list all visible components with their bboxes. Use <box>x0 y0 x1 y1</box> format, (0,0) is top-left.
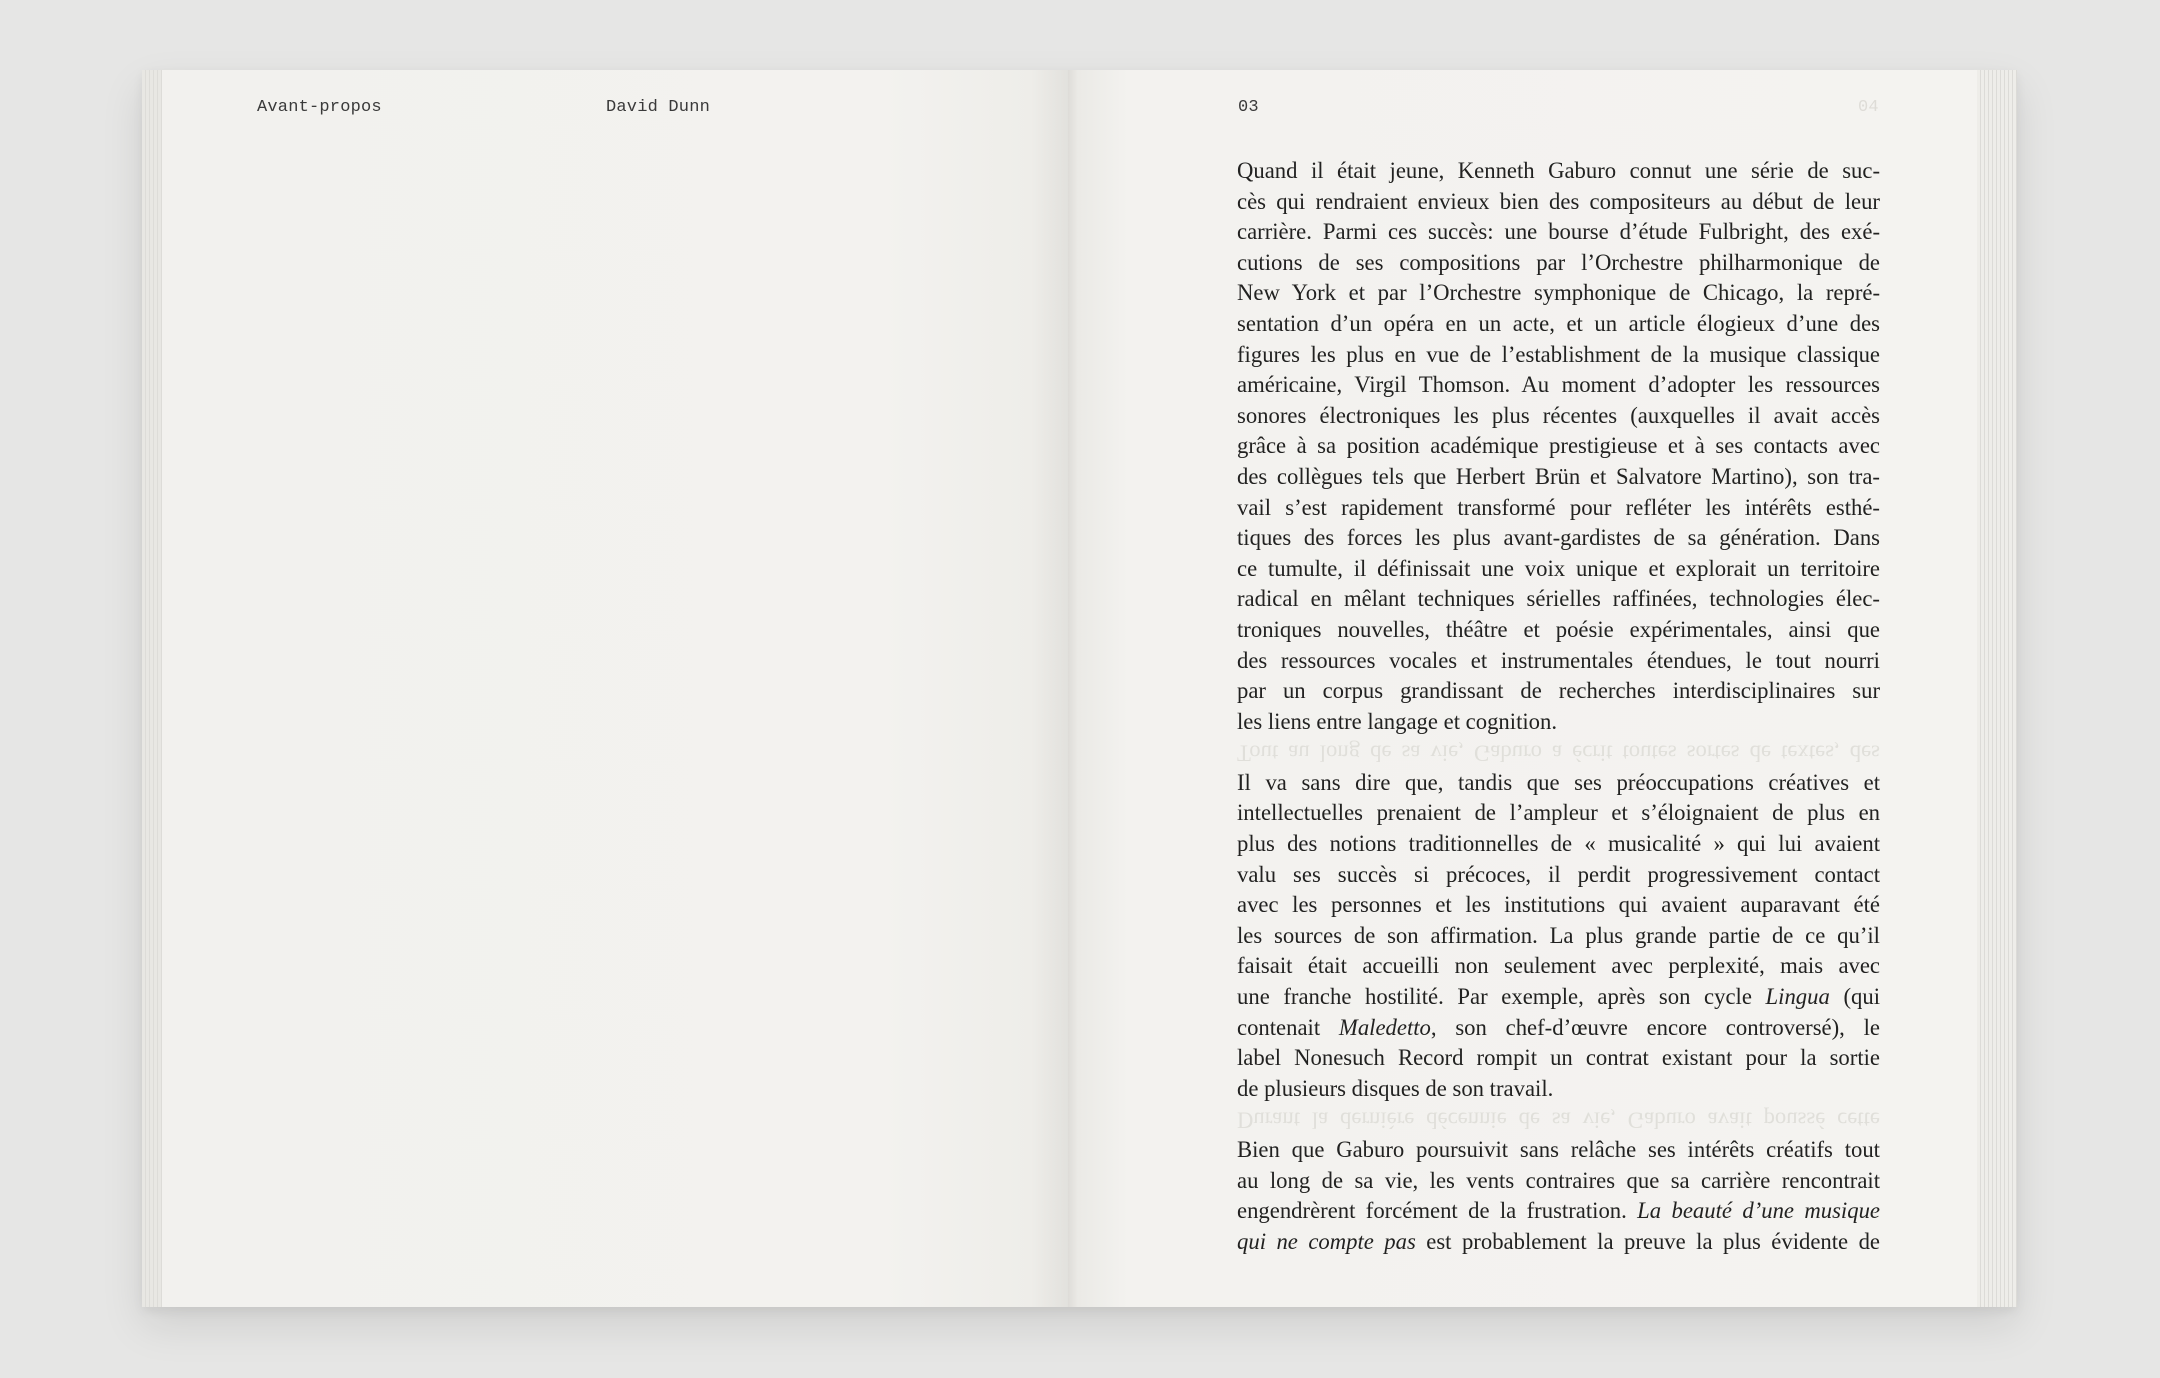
italic-title: Maledetto <box>1338 1014 1431 1040</box>
text-line <box>1237 1196 1880 1227</box>
text-line <box>1237 1013 1880 1044</box>
text-line: américaine, Virgil Thomson. Au moment d’adopter les ressources <box>1237 372 1880 398</box>
text-line: Il va sans dire que, tandis que ses préoccupations créatives et <box>1237 769 1880 795</box>
italic-title: La beauté d’une musique <box>1637 1198 1880 1224</box>
show-through-text: Tout au long de sa vie, Gaburo a écrit toutes sortes de textes, des <box>1237 740 1880 766</box>
italic-title: qui ne compte pas <box>1237 1228 1416 1254</box>
text-run: engendrèrent forcément de la frustration. <box>1237 1198 1638 1224</box>
left-page-edges <box>142 70 162 1307</box>
text-line: les sources de son affirmation. La plus grande partie de ce qu’il <box>1237 922 1880 948</box>
text-line: de plusieurs disques de son travail. <box>1237 1075 1554 1101</box>
text-run: (qui <box>1829 984 1880 1010</box>
text-line <box>1237 982 1880 1013</box>
text-line <box>1237 1227 1880 1258</box>
body-text <box>1237 156 1880 1257</box>
text-line: intellectuelles prenaient de l’ampleur et s’éloignaient de plus en <box>1237 800 1880 826</box>
text-line: au long de sa vie, les vents contraires que sa carrière rencontrait <box>1237 1167 1880 1193</box>
text-line: tiques des forces les plus avant-gardistes de sa génération. Dans <box>1237 525 1880 551</box>
text-line: New York et par l’Orchestre symphonique de Chicago, la repré- <box>1237 280 1880 306</box>
text-line: cès qui rendraient envieux bien des compositeurs au début de leur <box>1237 188 1880 214</box>
text-line: figures les plus en vue de l’establishment de la musique classique <box>1237 341 1880 367</box>
ghost-page-number: 04 <box>1858 98 1879 117</box>
text-line: plus des notions traditionnelles de « musicalité » qui lui avaient <box>1237 831 1880 857</box>
right-page-edges <box>1977 70 2017 1307</box>
text-line: radical en mêlant techniques sérielles raffinées, technologies élec- <box>1237 586 1880 612</box>
paragraph-2 <box>1237 768 1880 1105</box>
text-line: des collègues tels que Herbert Brün et Salvatore Martino), son tra- <box>1237 463 1880 489</box>
text-line: par un corpus grandissant de recherches interdisciplinaires sur <box>1237 678 1880 704</box>
text-run: contenait <box>1237 1014 1339 1040</box>
author-label: David Dunn <box>606 98 711 117</box>
text-line: des ressources vocales et instrumentales étendues, le tout nourri <box>1237 647 1880 673</box>
text-line: grâce à sa position académique prestigieuse et à ses contacts avec <box>1237 433 1880 459</box>
text-run: est probablement la preuve la plus évidente de <box>1415 1228 1880 1254</box>
text-line: les liens entre langage et cognition. <box>1237 708 1558 734</box>
text-line: avec les personnes et les institutions qui avaient auparavant été <box>1237 892 1880 918</box>
text-run: une franche hostilité. Par exemple, après son cycle <box>1237 984 1766 1010</box>
left-page <box>142 70 1068 1307</box>
text-line: sentation d’un opéra en un acte, et un article élogieux d’une des <box>1237 310 1880 336</box>
text-line: faisait était accueilli non seulement avec perplexité, mais avec <box>1237 953 1880 979</box>
text-line: ce tumulte, il définissait une voix unique et explorait un territoire <box>1237 555 1880 581</box>
paragraph-1 <box>1237 156 1880 737</box>
text-line: cutions de ses compositions par l’Orchestre philharmonique de <box>1237 249 1880 275</box>
text-line: Bien que Gaburo poursuivit sans relâche ses intérêts créatifs tout <box>1237 1137 1880 1162</box>
text-line: sonores électroniques les plus récentes (auxquelles il avait accès <box>1237 402 1880 428</box>
text-line: label Nonesuch Record rompit un contrat existant pour la sortie <box>1237 1045 1880 1071</box>
text-line: carrière. Parmi ces succès: une bourse d’étude Fulbright, des exé- <box>1237 219 1880 245</box>
text-line: vail s’est rapidement transformé pour refléter les intérêts esthé- <box>1237 494 1880 520</box>
paragraph-3 <box>1237 1135 1880 1257</box>
text-line: valu ses succès si précoces, il perdit progressivement contact <box>1237 861 1880 887</box>
show-through-text: Durant la dernière décennie de sa vie, Gaburo avait poussé cette <box>1237 1108 1880 1133</box>
text-line: troniques nouvelles, théâtre et poésie expérimentales, ainsi que <box>1237 616 1880 642</box>
text-run: , son chef-d’œuvre encore controversé), le <box>1430 1014 1880 1040</box>
section-label: Avant-propos <box>257 98 382 117</box>
page-number: 03 <box>1238 98 1259 117</box>
text-line: Quand il était jeune, Kenneth Gaburo connut une série de suc- <box>1237 158 1880 183</box>
italic-title: Lingua <box>1765 984 1830 1010</box>
